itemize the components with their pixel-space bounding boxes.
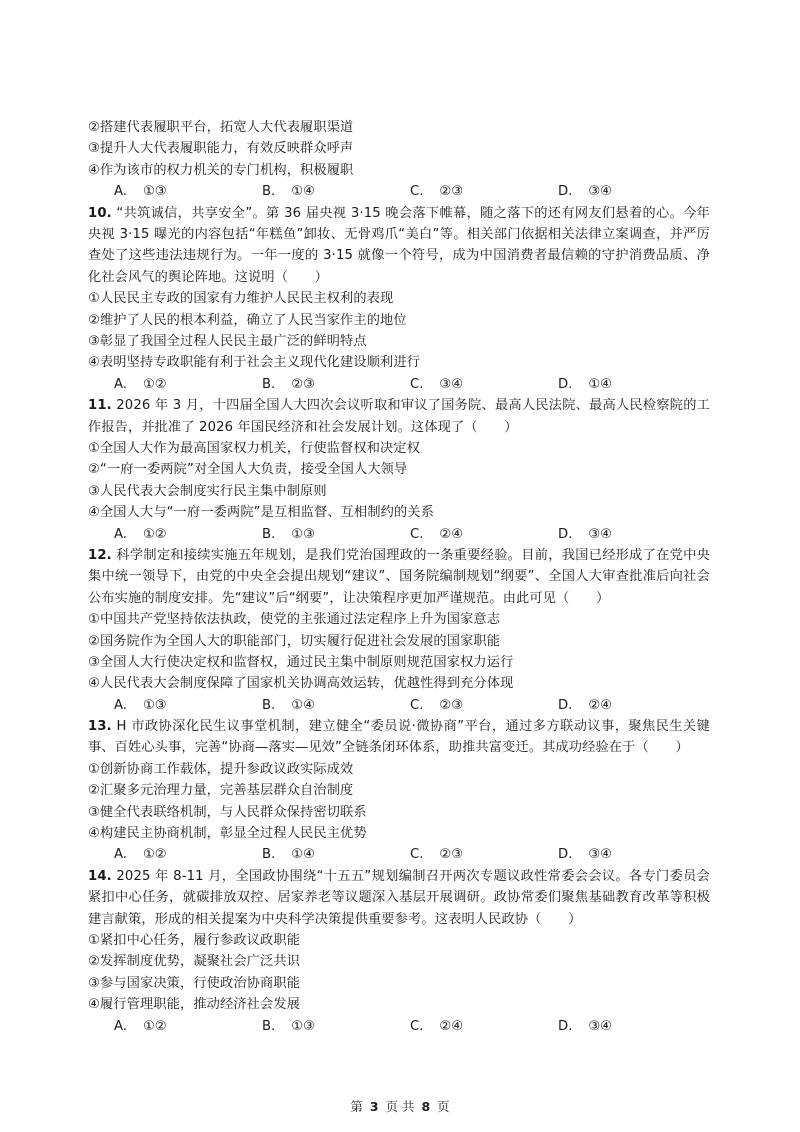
total-pages: 8 <box>421 1099 431 1114</box>
option-line: ①人民民主专政的国家有力维护人民民主权利的表现 <box>88 291 394 307</box>
footer-suffix: 页 <box>437 1099 450 1114</box>
option-line: ②汇聚多元治理力量，完善基层群众自治制度 <box>88 783 354 799</box>
option-line: ④全国人大与“一府一委两院”是互相监督、互相制约的关系 <box>88 505 435 521</box>
option-line: ②维护了人民的根本利益，确立了人民当家作主的地位 <box>88 312 407 328</box>
choice-b: B. ①④ <box>262 697 315 713</box>
choice-d: D. ③④ <box>558 847 613 863</box>
choice-d: D. ③④ <box>558 184 613 200</box>
footer-prefix: 第 <box>350 1099 363 1114</box>
exam-content <box>88 117 710 1037</box>
footer-mid: 页 共 <box>385 1099 415 1114</box>
question-stem: 14. 2025 年 8-11 月，全国政协围绕“十五五”规划编制召开两次专题议政性常委会会议。各专门委员会紧扣中心任务，就碳排放双控、居家养老等议题深入基层开展调研。政协常委们聚焦基础教育改革等积极建言献策，形成的相关提案为中央科学决策提供重要参考。这表明人民政协（ ） <box>88 868 711 927</box>
choice-b: B. ②③ <box>262 376 315 392</box>
prev-question-tail <box>88 117 710 203</box>
choice-c: C. ②③ <box>410 184 464 200</box>
choice-a: A. ①③ <box>114 184 167 200</box>
question-14 <box>88 866 710 1037</box>
answer-choices <box>88 695 710 716</box>
option-line: ③彰显了我国全过程人民民主最广泛的鲜明特点 <box>88 333 367 349</box>
choice-a: A. ①② <box>114 847 167 863</box>
option-line: ③全国人大行使决定权和监督权，通过民主集中制原则规范国家权力运行 <box>88 654 514 670</box>
page-footer <box>0 1097 800 1115</box>
option-line: ①中国共产党坚持依法执政，使党的主张通过法定程序上升为国家意志 <box>88 612 501 628</box>
choice-c: C. ②③ <box>410 847 464 863</box>
question-12 <box>88 545 710 716</box>
option-line: ②搭建代表履职平台，拓宽人大代表履职渠道 <box>88 120 354 135</box>
answer-choices <box>88 181 710 202</box>
option-line: ④履行管理职能，推动经济社会发展 <box>88 997 301 1013</box>
option-line: ③参与国家决策，行使政治协商职能 <box>88 975 301 991</box>
option-line: ③健全代表联络机制，与人民群众保持密切联系 <box>88 804 367 820</box>
option-line: ②“一府一委两院”对全国人大负责，接受全国人大领导 <box>88 462 408 478</box>
option-line: ③提升人大代表履职能力，有效反映群众呼声 <box>88 141 354 157</box>
choice-d: D. ③④ <box>558 526 613 542</box>
choice-d: D. ③④ <box>558 1018 613 1034</box>
choice-a: A. ①③ <box>114 697 167 713</box>
choice-c: C. ③④ <box>410 376 464 392</box>
question-10 <box>88 203 710 396</box>
option-line: ③人民代表大会制度实行民主集中制原则 <box>88 483 327 499</box>
choice-a: A. ①② <box>114 526 167 542</box>
choice-c: C. ②③ <box>410 697 464 713</box>
answer-choices <box>88 374 710 395</box>
page-number: 3 <box>369 1099 379 1114</box>
option-line: ①创新协商工作载体，提升参政议政实际成效 <box>88 761 354 777</box>
choice-b: B. ①③ <box>262 526 315 542</box>
question-stem: 12. 科学制定和接续实施五年规划，是我们党治国理政的一条重要经验。目前，我国已经形成了在党中央集中统一领导下，由党的中央全会提出规划“建议”、国务院编制规划“纲要”、全国人大审查批准后向社会公布实施的制度安排。先“建议”后“纲要”，让决策程序更加严谨规范。由此可见（ ） <box>88 547 710 606</box>
answer-choices <box>88 1016 710 1037</box>
question-11 <box>88 395 710 545</box>
option-line: ④表明坚持专政职能有利于社会主义现代化建设顺利进行 <box>88 355 421 371</box>
option-line: ④构建民主协商机制，彰显全过程人民民主优势 <box>88 826 367 842</box>
option-line: ②国务院作为全国人大的职能部门，切实履行促进社会发展的国家职能 <box>88 633 501 649</box>
choice-b: B. ①③ <box>262 1018 315 1034</box>
option-line: ④人民代表大会制度保障了国家机关协调高效运转，优越性得到充分体现 <box>88 676 514 692</box>
question-stem: 10. “共筑诚信，共享安全”。第 36 届央视 3·15 晚会落下帷幕，随之落下的还有网友们悬着的心。今年央视 3·15 曝光的内容包括“年糕鱼”卸妆、无骨鸡爪“美白”等。相关部门依据相关法律立案调查，并严厉查处了这些违法违规行为。一年一度的 3·15 就像一个符号，成为中国消费者最信赖的守护消费品质、净化社会风气的舆论阵地。这说明（ ） <box>88 205 710 285</box>
choice-c: C. ②④ <box>410 526 464 542</box>
question-13 <box>88 716 710 866</box>
choice-a: A. ①② <box>114 1018 167 1034</box>
answer-choices <box>88 524 710 545</box>
question-stem: 11. 2026 年 3 月，十四届全国人大四次会议听取和审议了国务院、最高人民法院、最高人民检察院的工作报告，并批准了 2026 年国民经济和社会发展计划。这体现了（ ） <box>88 398 710 435</box>
option-line: ②发挥制度优势，凝聚社会广泛共识 <box>88 954 301 970</box>
choice-d: D. ②④ <box>558 697 613 713</box>
choice-b: B. ①④ <box>262 847 315 863</box>
option-line: ①全国人大作为最高国家权力机关，行使监督权和决定权 <box>88 440 421 456</box>
answer-choices <box>88 844 710 865</box>
question-stem: 13. H 市政协深化民生议事堂机制，建立健全“委员说·微协商”平台，通过多方联动议事，聚焦民生关键事、百姓心头事，完善“协商—落实—见效”全链条闭环体系，助推共富变迁。其成功经验在于（ ） <box>88 719 710 756</box>
choice-d: D. ①④ <box>558 376 613 392</box>
choice-b: B. ①④ <box>262 184 315 200</box>
option-line: ①紧扣中心任务，履行参政议政职能 <box>88 933 301 949</box>
option-line: ④作为该市的权力机关的专门机构，积极履职 <box>88 162 354 178</box>
choice-a: A. ①② <box>114 376 167 392</box>
choice-c: C. ②④ <box>410 1018 464 1034</box>
